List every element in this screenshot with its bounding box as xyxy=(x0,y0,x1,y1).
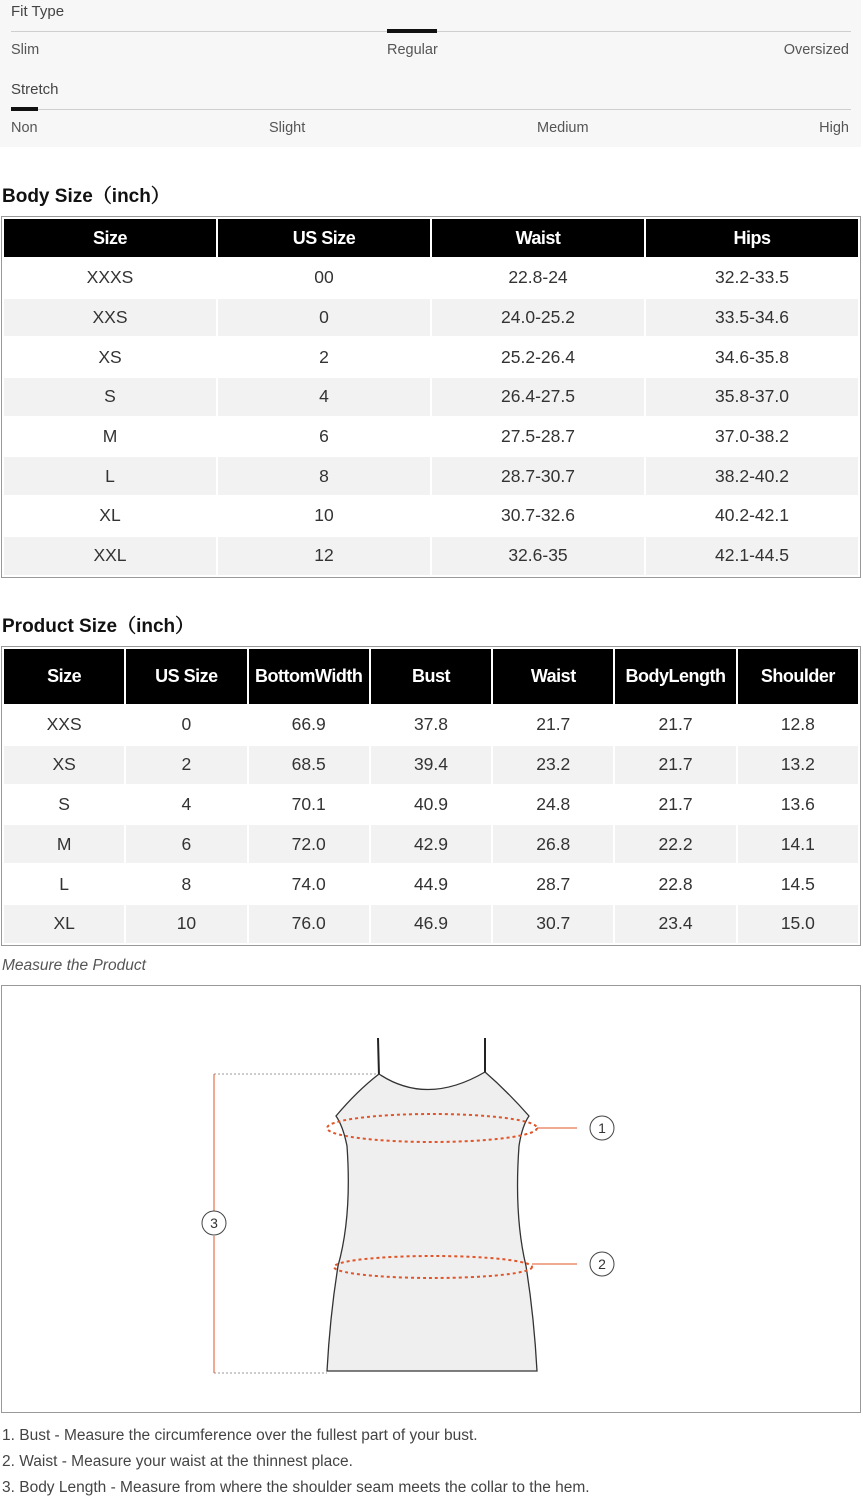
product-size-title: Product Size（inch） xyxy=(2,616,195,637)
table-cell: XXXS xyxy=(4,259,216,297)
table-cell: 34.6-35.8 xyxy=(646,338,858,376)
table-cell: 15.0 xyxy=(738,905,858,943)
table-row xyxy=(4,786,858,824)
table-row xyxy=(4,537,858,575)
table-cell: S xyxy=(4,378,216,416)
header-hips: Hips xyxy=(646,219,858,257)
table-cell: M xyxy=(4,418,216,456)
table-row xyxy=(4,418,858,456)
table-row xyxy=(4,746,858,784)
camisole-icon xyxy=(327,1072,537,1371)
stretch-label-medium: Medium xyxy=(537,120,589,136)
table-cell: 21.7 xyxy=(493,706,613,744)
table-cell: XXS xyxy=(4,706,124,744)
table-cell: 12.8 xyxy=(738,706,858,744)
table-cell: 42.1-44.5 xyxy=(646,537,858,575)
table-row xyxy=(4,338,858,376)
table-cell: 28.7 xyxy=(493,865,613,903)
table-cell: 00 xyxy=(218,259,430,297)
left-strap xyxy=(378,1038,379,1076)
stretch-track xyxy=(11,109,851,110)
table-cell: 24.8 xyxy=(493,786,613,824)
table-cell: 27.5-28.7 xyxy=(432,418,644,456)
table-cell: 44.9 xyxy=(371,865,491,903)
table-row xyxy=(4,865,858,903)
table-cell: 21.7 xyxy=(615,786,735,824)
table-cell: 22.2 xyxy=(615,825,735,863)
table-header-row xyxy=(4,219,858,257)
body-size-title: Body Size（inch） xyxy=(2,186,170,207)
table-cell: 38.2-40.2 xyxy=(646,457,858,495)
fit-type-label-oversized: Oversized xyxy=(783,42,849,58)
table-cell: 35.8-37.0 xyxy=(646,378,858,416)
note-waist: 2. Waist - Measure your waist at the thinnest place. xyxy=(2,1453,353,1470)
header-size: Size xyxy=(4,649,124,704)
table-cell: 6 xyxy=(126,825,246,863)
table-cell: 42.9 xyxy=(371,825,491,863)
table-cell: 76.0 xyxy=(249,905,369,943)
table-cell: L xyxy=(4,457,216,495)
marker-3-label: 3 xyxy=(210,1215,218,1231)
table-cell: 0 xyxy=(126,706,246,744)
table-cell: 0 xyxy=(218,299,430,337)
table-cell: 30.7 xyxy=(493,905,613,943)
stretch-label-slight: Slight xyxy=(269,120,306,136)
header-shoulder: Shoulder xyxy=(738,649,858,704)
measure-diagram xyxy=(1,985,861,1413)
table-row xyxy=(4,378,858,416)
fit-type-label-regular: Regular xyxy=(387,42,438,58)
table-cell: XS xyxy=(4,746,124,784)
table-cell: 8 xyxy=(218,457,430,495)
table-cell: S xyxy=(4,786,124,824)
table-cell: 30.7-32.6 xyxy=(432,497,644,535)
table-row xyxy=(4,457,858,495)
table-cell: 66.9 xyxy=(249,706,369,744)
table-cell: 13.2 xyxy=(738,746,858,784)
table-row xyxy=(4,825,858,863)
table-cell: XXL xyxy=(4,537,216,575)
table-cell: 10 xyxy=(126,905,246,943)
table-cell: 4 xyxy=(218,378,430,416)
table-cell: 68.5 xyxy=(249,746,369,784)
fit-type-label-slim: Slim xyxy=(11,42,40,58)
table-cell: 21.7 xyxy=(615,706,735,744)
measure-notes xyxy=(2,1426,590,1500)
stretch-label-non: Non xyxy=(11,120,38,136)
fit-type-title: Fit Type xyxy=(11,3,65,20)
stretch-title: Stretch xyxy=(11,81,59,98)
table-cell: 46.9 xyxy=(371,905,491,943)
table-row xyxy=(4,706,858,744)
table-row xyxy=(4,299,858,337)
table-cell: 25.2-26.4 xyxy=(432,338,644,376)
header-us-size: US Size xyxy=(126,649,246,704)
table-cell: 33.5-34.6 xyxy=(646,299,858,337)
table-cell: 2 xyxy=(218,338,430,376)
table-cell: 40.2-42.1 xyxy=(646,497,858,535)
table-cell: 22.8 xyxy=(615,865,735,903)
header-size: Size xyxy=(4,219,216,257)
table-row xyxy=(4,905,858,943)
table-cell: 32.2-33.5 xyxy=(646,259,858,297)
table-cell: 26.4-27.5 xyxy=(432,378,644,416)
table-cell: 70.1 xyxy=(249,786,369,824)
header-waist: Waist xyxy=(493,649,613,704)
table-cell: 23.2 xyxy=(493,746,613,784)
table-row xyxy=(4,497,858,535)
table-cell: 72.0 xyxy=(249,825,369,863)
table-cell: 2 xyxy=(126,746,246,784)
fit-type-marker xyxy=(387,29,437,33)
fit-panel xyxy=(0,0,861,147)
marker-2-label: 2 xyxy=(598,1256,606,1272)
table-cell: 37.8 xyxy=(371,706,491,744)
marker-1-label: 1 xyxy=(598,1120,606,1136)
table-cell: 22.8-24 xyxy=(432,259,644,297)
note-body-length: 3. Body Length - Measure from where the shoulder seam meets the collar to the hem. xyxy=(2,1479,590,1496)
header-waist: Waist xyxy=(432,219,644,257)
table-cell: 13.6 xyxy=(738,786,858,824)
table-cell: 39.4 xyxy=(371,746,491,784)
table-cell: 6 xyxy=(218,418,430,456)
header-body-length: BodyLength xyxy=(615,649,735,704)
note-bust: 1. Bust - Measure the circumference over the fullest part of your bust. xyxy=(2,1427,478,1444)
table-cell: 28.7-30.7 xyxy=(432,457,644,495)
table-cell: 14.5 xyxy=(738,865,858,903)
header-us-size: US Size xyxy=(218,219,430,257)
table-cell: 40.9 xyxy=(371,786,491,824)
table-cell: 74.0 xyxy=(249,865,369,903)
table-cell: L xyxy=(4,865,124,903)
table-cell: 12 xyxy=(218,537,430,575)
table-cell: 4 xyxy=(126,786,246,824)
header-bottom-width: BottomWidth xyxy=(249,649,369,704)
table-cell: 24.0-25.2 xyxy=(432,299,644,337)
stretch-label-high: High xyxy=(819,120,849,136)
body-size-table xyxy=(1,216,861,578)
table-cell: 37.0-38.2 xyxy=(646,418,858,456)
measure-caption: Measure the Product xyxy=(2,957,146,974)
product-size-table xyxy=(1,646,861,946)
table-cell: 14.1 xyxy=(738,825,858,863)
table-cell: 23.4 xyxy=(615,905,735,943)
table-cell: M xyxy=(4,825,124,863)
table-row xyxy=(4,259,858,297)
camisole-diagram-icon xyxy=(2,986,860,1412)
table-cell: XS xyxy=(4,338,216,376)
table-cell: 10 xyxy=(218,497,430,535)
table-cell: 32.6-35 xyxy=(432,537,644,575)
table-cell: 26.8 xyxy=(493,825,613,863)
table-cell: XXS xyxy=(4,299,216,337)
header-bust: Bust xyxy=(371,649,491,704)
table-cell: XL xyxy=(4,905,124,943)
table-cell: 8 xyxy=(126,865,246,903)
table-cell: 21.7 xyxy=(615,746,735,784)
stretch-marker xyxy=(11,107,38,111)
table-header-row xyxy=(4,649,858,704)
table-cell: XL xyxy=(4,497,216,535)
